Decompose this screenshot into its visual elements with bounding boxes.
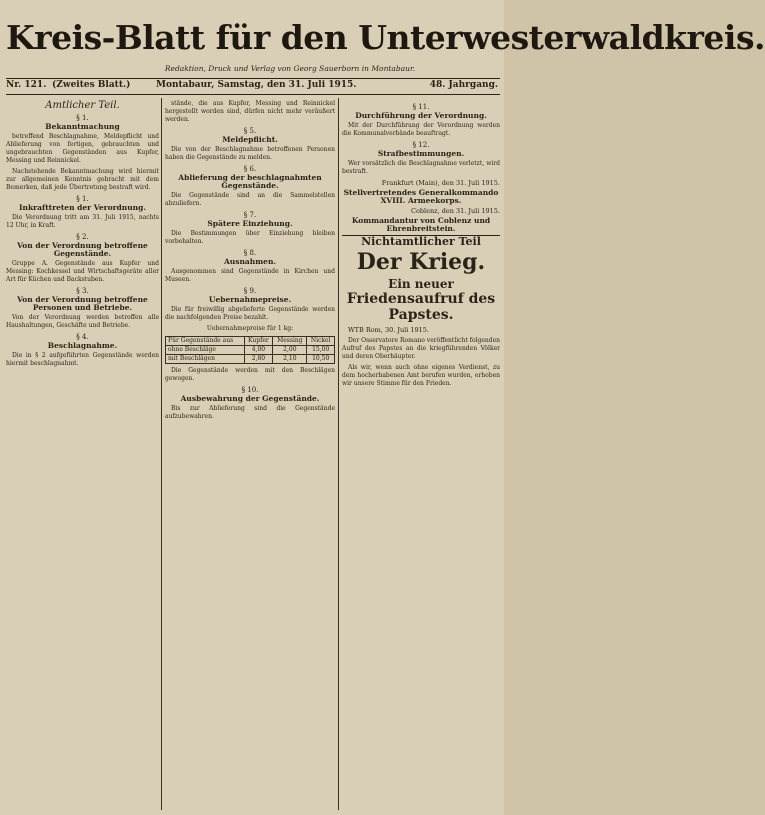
article-text: Nachstehende Bekanntmachung wird hiermit zur allgemeinen Kenntnis gebracht mit dem Bemerken, daß jede Übertretung bestraft wird. xyxy=(6,168,159,191)
table-header-cell: Nickel xyxy=(307,337,335,346)
article-heading: Inkrafttreten der Verordnung. xyxy=(19,203,146,212)
table-header-cell: Für Gegenstände aus xyxy=(166,337,245,346)
article-text: Der Osservatore Romano veröffentlicht folgenden Aufruf des Papstes an die kriegführenden Völker und deren Oberhäupter. xyxy=(342,337,500,360)
table-cell: 2,10 xyxy=(273,355,307,364)
section-heading: Nichtamtlicher Teil xyxy=(342,235,500,246)
article-text: Die für freiwillig abgelieferte Gegenstände werden die nachfolgenden Preise bezahlt. xyxy=(165,306,335,321)
table-cell: ohne Beschläge xyxy=(166,346,245,355)
article-text: Die Bestimmungen über Einziehung bleiben vorbehalten. xyxy=(165,230,335,245)
article-text: Wer vorsätzlich die Beschlagnahme verletzt, wird bestraft. xyxy=(342,160,500,175)
table-cell: 2,00 xyxy=(273,346,307,355)
issue-number: Nr. 121. xyxy=(6,80,47,90)
table-header-row xyxy=(166,337,335,346)
paragraph-number: § 3. xyxy=(76,287,89,295)
dateline: WTB Rom, 30. Juli 1915. xyxy=(348,326,429,334)
article-heading: Ausbewahrung der Gegenstände. xyxy=(180,394,320,403)
paragraph-number: § 9. xyxy=(243,287,257,295)
table-row xyxy=(166,346,335,355)
paragraph-number: § 10. xyxy=(241,386,259,394)
paragraph-number: § 6. xyxy=(243,165,257,173)
article-heading: Uebernahmepreise. xyxy=(208,295,292,304)
paragraph-number: § 1. xyxy=(76,195,89,203)
paragraph-number: § 8. xyxy=(243,249,257,257)
table-cell: mit Beschlägen xyxy=(166,355,245,364)
article-text: Die von der Beschlagnahme betroffenen Personen haben die Gegenstände zu melden. xyxy=(165,146,335,161)
table-header-cell: Kupfer xyxy=(244,337,273,346)
paragraph-number: § 5. xyxy=(243,127,257,135)
article-heading: Meldepflicht. xyxy=(222,135,278,144)
table-cell: 15,00 xyxy=(307,346,335,355)
article-heading: Durchführung der Verordnung. xyxy=(355,111,487,120)
article-heading: Strafbestimmungen. xyxy=(377,149,465,158)
table-caption: Uebernahmepreise für 1 kg: xyxy=(206,325,294,332)
paragraph-number: § 11. xyxy=(412,103,430,111)
imprint-line: Redaktion, Druck und Verlag von Georg Sauerborn in Montabaur. xyxy=(164,64,416,73)
article-text: Mit der Durchführung der Verordnung werden die Kommunalverbände beauftragt. xyxy=(342,122,500,137)
article-heading: Von der Verordnung betroffene Personen und Betriebe. xyxy=(17,295,148,312)
article-text: Die in § 2 aufgeführten Gegenstände werden hiermit beschlagnahmt. xyxy=(6,352,159,367)
column-3 xyxy=(342,100,500,810)
column-rule xyxy=(161,98,162,810)
table-row xyxy=(166,355,335,364)
table-cell: 10,50 xyxy=(307,355,335,364)
volume-year: 48. Jahrgang. xyxy=(429,80,498,90)
section-heading: Amtlicher Teil. xyxy=(45,100,120,111)
paragraph-number: § 12. xyxy=(412,141,430,149)
article-text: Die Gegenstände werden mit den Beschlägen gewogen. xyxy=(165,367,335,382)
signature-place: Frankfurt (Main), den 31. Juli 1915. xyxy=(381,179,500,187)
sheet-label: (Zweites Blatt.) xyxy=(52,80,131,90)
article-heading: Beschlagnahme. xyxy=(47,341,118,350)
article-text: betreffend Beschlagnahme, Meldepflicht und Ablieferung von fertigen, gebrauchten und ungebrauchten Gegenständen aus Kupfer, Messing und Reinnickel. xyxy=(6,133,159,164)
article-text: Als wir, wenn auch ohne eigenes Verdienst, zu dem hocherhabenen Amt berufen wurden, erhoben wir unsere Stimme für den Frieden. xyxy=(342,364,500,387)
table-header-cell: Messing xyxy=(273,337,307,346)
paragraph-number: § 1. xyxy=(76,114,89,122)
subheadline: Friedensaufruf des Papstes. xyxy=(346,291,496,323)
article-text: Die Gegenstände sind an die Sammelstellen abzuliefern. xyxy=(165,192,335,207)
subheadline: Ein neuer xyxy=(388,277,454,291)
column-1 xyxy=(6,100,159,810)
paragraph-number: § 2. xyxy=(76,233,89,241)
headline: Der Krieg. xyxy=(356,249,486,275)
signature-authority: Stellvertretendes Generalkommando XVIII. Armeekorps. xyxy=(343,188,499,205)
article-heading: Ausnahmen. xyxy=(223,257,277,266)
article-text: Gruppe A. Gegenstände aus Kupfer und Messing: Kochkessel und Wirtschaftsgeräte aller Art für Küchen und Backstuben. xyxy=(6,260,159,283)
article-text: Bis zur Ablieferung sind die Gegenstände aufzubewahren. xyxy=(165,405,335,420)
article-text: Von der Verordnung werden betroffen alle Haushaltungen, Geschäfte und Betriebe. xyxy=(6,314,159,329)
signature-place: Coblenz, den 31. Juli 1915. xyxy=(410,207,500,215)
column-rule xyxy=(338,98,339,810)
paragraph-number: § 7. xyxy=(243,211,257,219)
article-text: Ausgenommen sind Gegenstände in Kirchen und Museen. xyxy=(165,268,335,283)
issue-info-bar xyxy=(6,78,500,95)
masthead: Kreis-Blatt für den Unterwesterwaldkreis. xyxy=(6,18,765,57)
column-2 xyxy=(165,100,335,810)
table-cell: 2,80 xyxy=(244,355,273,364)
article-heading: Ablieferung der beschlagnahmten Gegenstände. xyxy=(178,173,322,190)
price-table xyxy=(165,336,335,364)
article-heading: Spätere Einziehung. xyxy=(207,219,293,228)
paragraph-number: § 4. xyxy=(76,333,89,341)
issue-date: Montabaur, Samstag, den 31. Juli 1915. xyxy=(156,80,357,90)
article-heading: Bekanntmachung xyxy=(45,122,120,131)
signature-authority: Kommandantur von Coblenz und Ehrenbreitstein. xyxy=(351,216,491,233)
table-cell: 4,00 xyxy=(244,346,273,355)
article-text: Die Verordnung tritt am 31. Juli 1915, nachts 12 Uhr, in Kraft. xyxy=(6,214,159,229)
article-text: stände, die aus Kupfer, Messing und Reinnickel hergestellt worden sind, dürfen nicht mehr veräußert werden. xyxy=(165,100,335,123)
article-heading: Von der Verordnung betroffene Gegenstände. xyxy=(17,241,148,258)
